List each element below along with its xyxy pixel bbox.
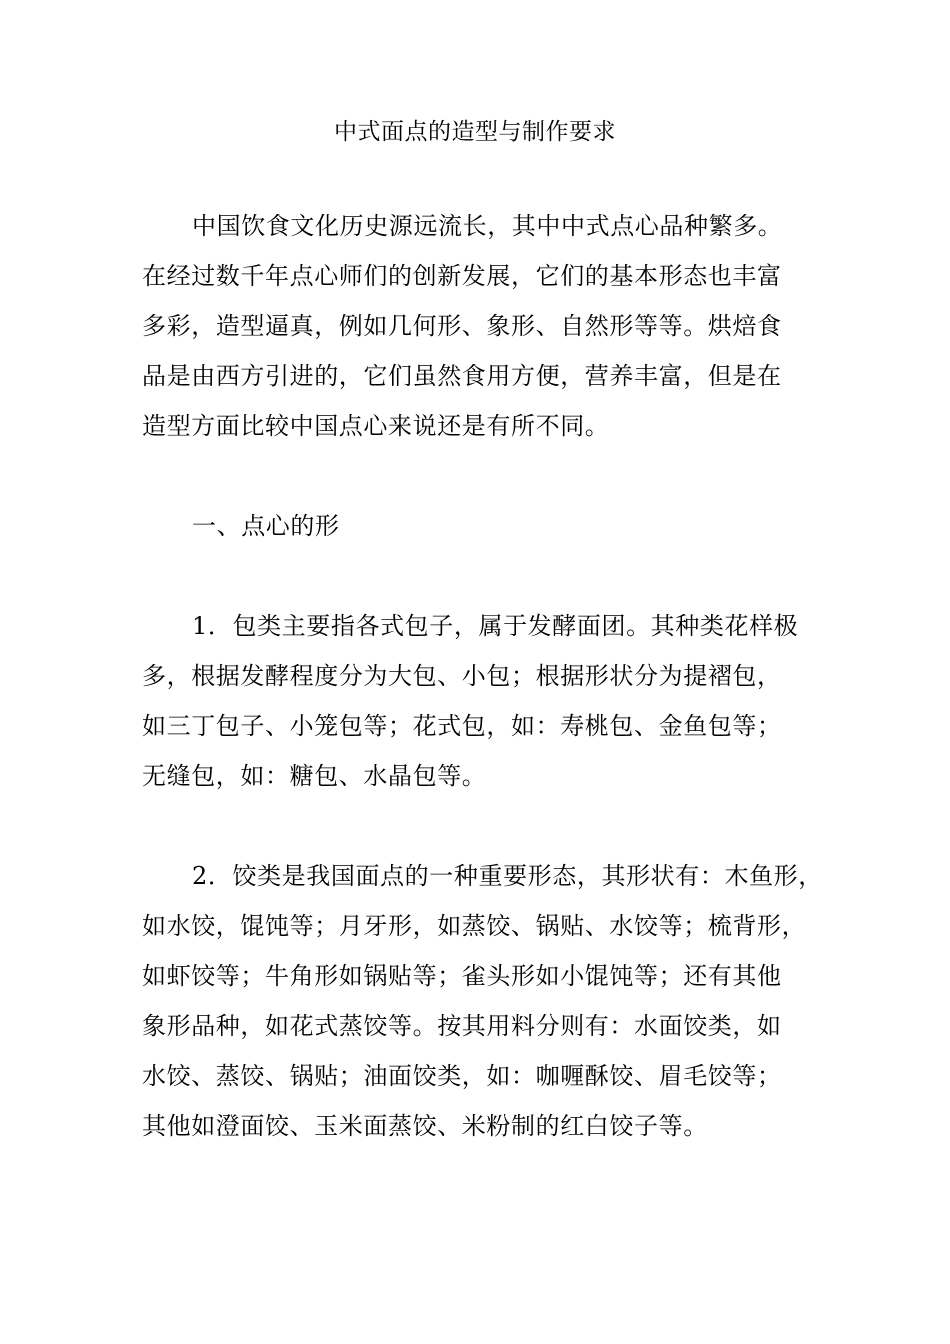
para1-line-3: 如三丁包子、小笼包等；花式包，如：寿桃包、金鱼包等； (142, 712, 782, 740)
para2-line-6: 其他如澄面饺、玉米面蒸饺、米粉制的红白饺子等。 (142, 1112, 708, 1140)
intro-line-3: 多彩，造型逼真，例如几何形、象形、自然形等等。烘焙食 (142, 312, 782, 340)
section-heading: 一、点心的形 (192, 512, 340, 540)
para2-line-2: 如水饺，馄饨等；月牙形，如蒸饺、锅贴、水饺等；梳背形， (142, 912, 807, 940)
para2-line-1: 2．饺类是我国面点的一种重要形态，其形状有：木鱼形， (192, 862, 823, 890)
para2-line-3: 如虾饺等；牛角形如锅贴等；雀头形如小馄饨等；还有其他 (142, 962, 782, 990)
para1-line-1: 1．包类主要指各式包子，属于发酵面团。其种类花样极 (192, 612, 799, 640)
para2-line-4: 象形品种，如花式蒸饺等。按其用料分则有：水面饺类，如 (142, 1012, 782, 1040)
para1-line-4: 无缝包，如：糖包、水晶包等。 (142, 762, 487, 790)
para1-line-2: 多，根据发酵程度分为大包、小包；根据形状分为提褶包， (142, 662, 782, 690)
intro-line-1: 中国饮食文化历史源远流长，其中中式点心品种繁多。 (192, 212, 783, 240)
intro-line-2: 在经过数千年点心师们的创新发展，它们的基本形态也丰富 (142, 262, 782, 290)
intro-line-5: 造型方面比较中国点心来说还是有所不同。 (142, 412, 610, 440)
para2-line-5: 水饺、蒸饺、锅贴；油面饺类，如：咖喱酥饺、眉毛饺等； (142, 1062, 782, 1090)
document-title: 中式面点的造型与制作要求 (334, 119, 616, 145)
intro-line-4: 品是由西方引进的，它们虽然食用方便，营养丰富，但是在 (142, 362, 782, 390)
